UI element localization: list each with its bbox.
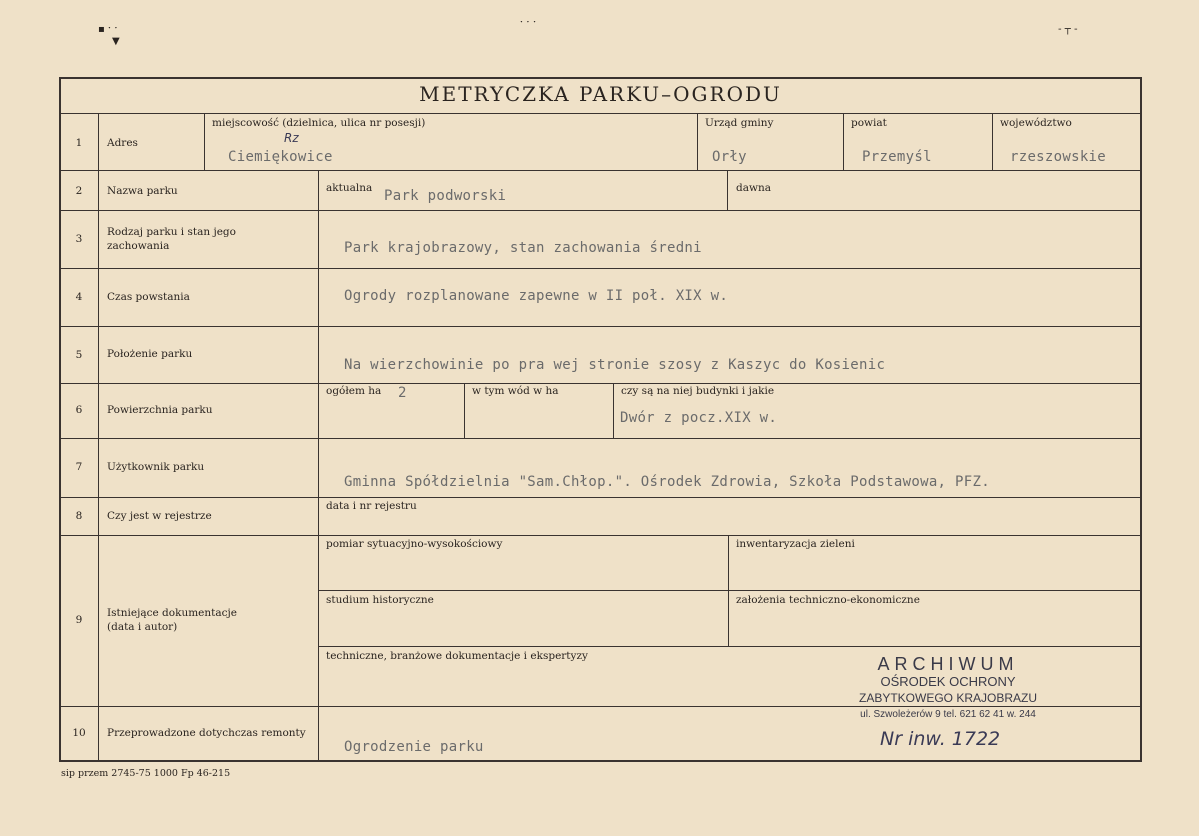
value-miejscowosc: Ciemiękowice [228,149,333,165]
field-label-urzad: Urząd gminy [705,117,774,129]
field-label-wojewodztwo: województwo [1000,117,1072,129]
row-label-remonty: Przeprowadzone dotychczas remonty [107,727,306,739]
value-budynki: Dwór z pocz.XIX w. [620,410,778,426]
field-label-wod: w tym wód w ha [472,385,559,397]
row-label-adres: Adres [107,137,138,149]
value-ogolem: 2 [398,385,407,401]
row-number: 9 [75,614,83,626]
row-number: 2 [75,185,83,197]
registration-mark: ˑ ˑ ˑ [520,18,537,29]
archive-stamp-line: ZABYTKOWEGO KRAJOBRAZU [858,691,1038,705]
registration-mark: ‑ ┬ ‑ [1058,24,1078,35]
field-label-powiat: powiat [851,117,887,129]
field-label-dawna: dawna [736,182,771,194]
value-czas: Ogrody rozplanowane zapewne w II poł. XIX w. [344,288,729,304]
field-label-studium: studium historyczne [326,594,434,606]
value-uzytkownik: Gminna Spółdzielnia "Sam.Chłop.". Ośrodek Zdrowia, Szkoła Podstawowa, PFZ. [344,474,990,490]
row-label-rodzaj: Rodzaj parku i stan jego zachowania [107,226,236,252]
archive-stamp-line: OŚRODEK OCHRONY [880,674,1016,689]
row-number: 1 [75,137,83,149]
registration-mark: ▼ [112,36,120,47]
field-label-pomiar: pomiar sytuacyjno-wysokościowy [326,538,503,550]
value-nazwa-aktualna: Park podworski [384,188,507,204]
field-label-budynki: czy są na niej budynki i jakie [621,385,775,397]
field-label-aktualna: aktualna [326,182,373,194]
registration-mark: ▪ ˑ ˑ [98,24,118,35]
row-label-powierzchnia: Powierzchnia parku [107,404,213,416]
field-label-inwentaryzacja: inwentaryzacja zieleni [736,538,855,550]
field-label-rejestr: data i nr rejestru [326,500,417,512]
inventory-number: Nr inw. 1722 [880,728,1001,750]
row-number: 3 [75,233,83,245]
row-number: 8 [75,510,83,522]
row-label-czas: Czas powstania [107,291,190,303]
row-number: 10 [72,727,86,739]
row-label-dokumentacje: Istniejące dokumentacje (data i autor) [107,607,237,633]
value-polozenie: Na wierzchowinie po pra wej stronie szosy z Kaszyc do Kosienic [344,357,886,373]
handwritten-note: Rz [284,131,299,145]
row-number: 5 [75,349,83,361]
row-label-polozenie: Położenie parku [107,348,193,360]
row-label-rejestr: Czy jest w rejestrze [107,510,212,522]
field-label-techniczne: techniczne, branżowe dokumentacje i ekspertyzy [326,650,588,662]
row-number: 4 [75,291,83,303]
form-title: METRYCZKA PARKU–OGRODU [419,82,782,106]
row-number: 7 [75,461,83,473]
value-urzad: Orły [712,149,747,165]
field-label-miejscowosc: miejscowość (dzielnica, ulica nr posesji) [212,117,426,129]
print-code: sip przem 2745-75 1000 Fp 46-215 [61,768,231,779]
archive-stamp-title: ARCHIWUM [877,654,1019,674]
archive-stamp-address: ul. Szwoleżerów 9 tel. 621 62 41 w. 244 [860,709,1036,720]
value-wojewodztwo: rzeszowskie [1010,149,1107,165]
row-number: 6 [75,404,83,416]
row-label-nazwa: Nazwa parku [107,185,178,197]
value-rodzaj: Park krajobrazowy, stan zachowania średni [344,240,702,256]
field-label-zalozenia: założenia techniczno-ekonomiczne [736,594,920,606]
field-label-ogolem: ogółem ha [326,385,382,397]
row-label-uzytkownik: Użytkownik parku [107,461,205,473]
value-remonty: Ogrodzenie parku [344,739,484,755]
value-powiat: Przemyśl [862,149,932,165]
